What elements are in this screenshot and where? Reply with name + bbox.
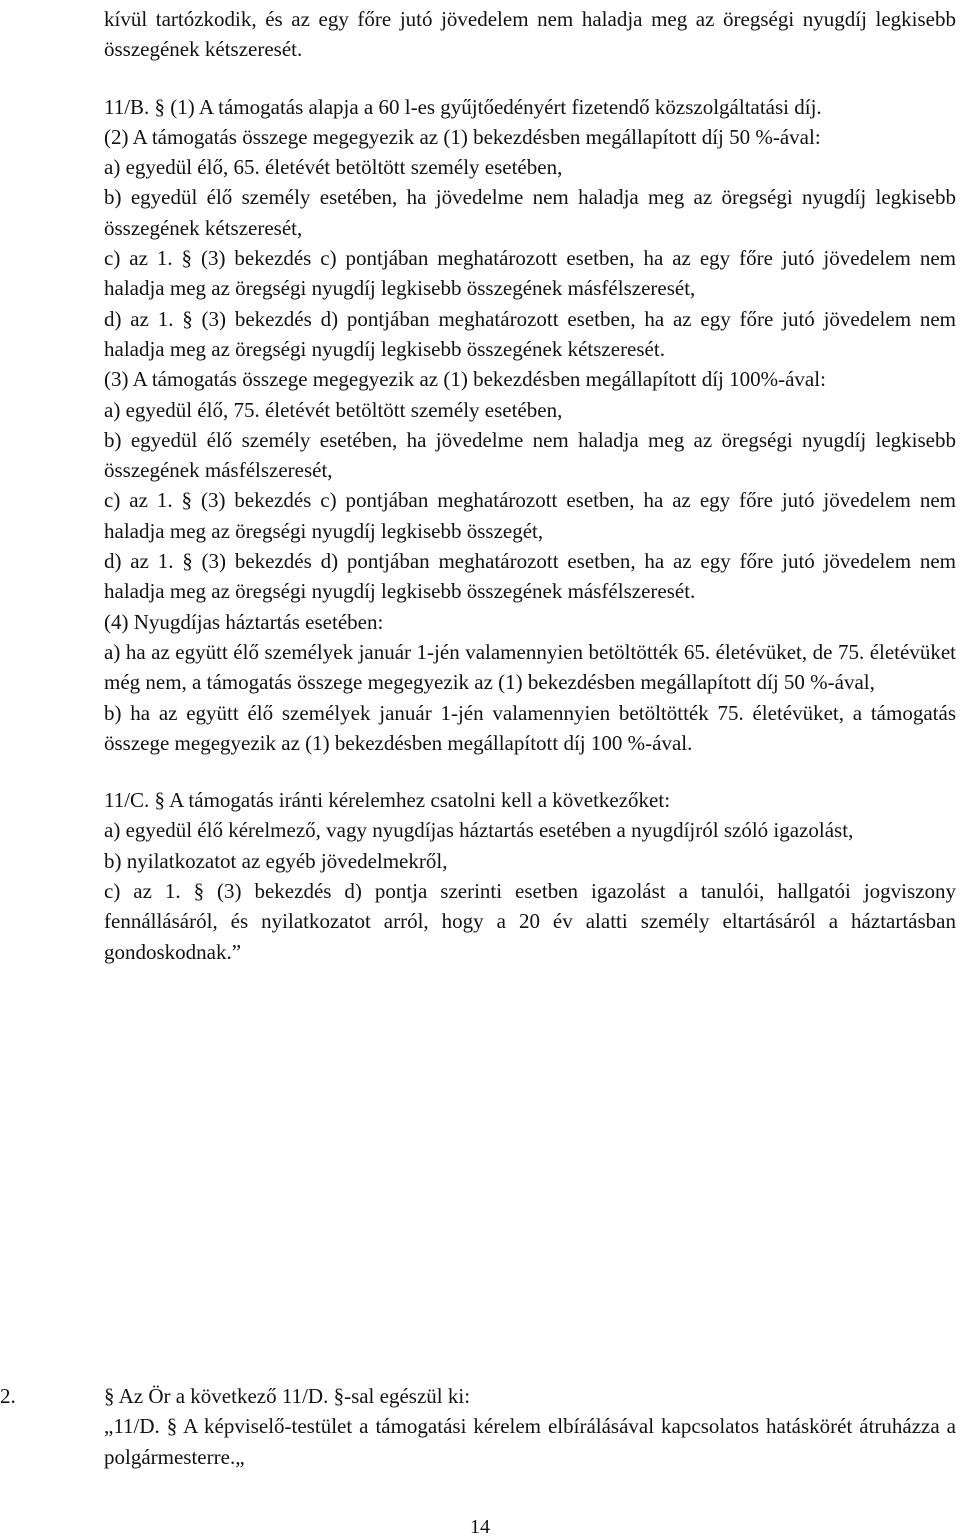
paragraph-11b-1: 11/B. § (1) A támogatás alapja a 60 l-es gyűjtőedényért fizetendő közszolgáltatási díj. [104, 94, 822, 119]
page-number: 14 [470, 1516, 490, 1538]
paragraph-11c-b: b) nyilatkozatot az egyéb jövedelmekről, [104, 848, 448, 873]
paragraph-11b-2-c: c) az 1. § (3) bekezdés c) pontjában meghatározott esetben, ha az egy főre jutó jövedelem nem haladja meg az öregségi nyugdíj legkisebb összegének másfélszeresét, [104, 246, 956, 301]
paragraph-11b-3-b: b) egyedül élő személy esetében, ha jövedelme nem haladja meg az öregségi nyugdíj legkisebb összegének másfélszeresét, [104, 427, 956, 483]
paragraph-11b-2-d: d) az 1. § (3) bekezdés d) pontjában meghatározott esetben, ha az egy főre jutó jövedelem nem haladja meg az öregségi nyugdíj legkisebb összegének kétszeresét. [104, 306, 956, 361]
paragraph-11b-3: (3) A támogatás összege megegyezik az (1) bekezdésben megállapított díj 100%-ával: [104, 367, 826, 392]
paragraph-11c-a: a) egyedül élő kérelmező, vagy nyugdíjas háztartás esetében a nyugdíjról szóló igazolást, [104, 818, 854, 843]
paragraph-11b-4-b: b) ha az együtt élő személyek január 1-jén valamennyien betöltötték 75. életévüket, a támogatás összege megegyezik az (1) bekezdésben megállapított díj 100 %-ával. [104, 700, 956, 755]
paragraph-11c: 11/C. § A támogatás iránti kérelemhez csatolni kell a következőket: [104, 788, 671, 813]
paragraph-11b-3-d: d) az 1. § (3) bekezdés d) pontjában meghatározott esetben, ha az egy főre jutó jövedelem nem haladja meg az öregségi nyugdíj legkisebb összegének másfélszeresét. [104, 549, 956, 604]
item-body [104, 1381, 956, 1472]
paragraph-intro-tail: kívül tartózkodik, és az egy főre jutó jövedelem nem haladja meg az öregségi nyugdíj legkisebb összegének kétszeresét. [104, 7, 956, 62]
item-number: 2. [0, 1384, 16, 1408]
document-body [104, 4, 956, 967]
paragraph-11b-4: (4) Nyugdíjas háztartás esetében: [104, 609, 384, 634]
paragraph-11b-3-c: c) az 1. § (3) bekezdés c) pontjában meghatározott esetben, ha az egy főre jutó jövedelem nem haladja meg az öregségi nyugdíj legkisebb összegét, [104, 488, 956, 543]
paragraph-11b-4-a: a) ha az együtt élő személyek január 1-jén valamennyien betöltötték 65. életévüket, de 75. életévüket még nem, a támogatás összege megegyezik az (1) bekezdésben megállapított díj 50 %-ával, [104, 639, 956, 695]
paragraph-11c-c: c) az 1. § (3) bekezdés d) pontja szerinti esetben igazolást a tanulói, hallgatói jogviszony fennállásáról, és nyilatkozatot arról, hogy a 20 év alatti személy eltartásáról a háztartásban gondoskodnak.” [104, 879, 956, 964]
paragraph-11b-2-a: a) egyedül élő, 65. életévét betöltött személy esetében, [104, 155, 563, 180]
paragraph-11b-3-a: a) egyedül élő, 75. életévét betöltött személy esetében, [104, 397, 563, 422]
item-line-2: „11/D. § A képviselő-testület a támogatási kérelem elbírálásával kapcsolatos hatáskörét átruházza a polgármesterre.„ [104, 1414, 956, 1469]
item-line-1: § Az Ör a következő 11/D. §-sal egészül ki: [104, 1384, 471, 1408]
paragraph-11b-2: (2) A támogatás összege megegyezik az (1) bekezdésben megállapított díj 50 %-ával: [104, 124, 821, 149]
paragraph-11b-2-b: b) egyedül élő személy esetében, ha jövedelme nem haladja meg az öregségi nyugdíj legkisebb összegének kétszeresét, [104, 185, 956, 240]
